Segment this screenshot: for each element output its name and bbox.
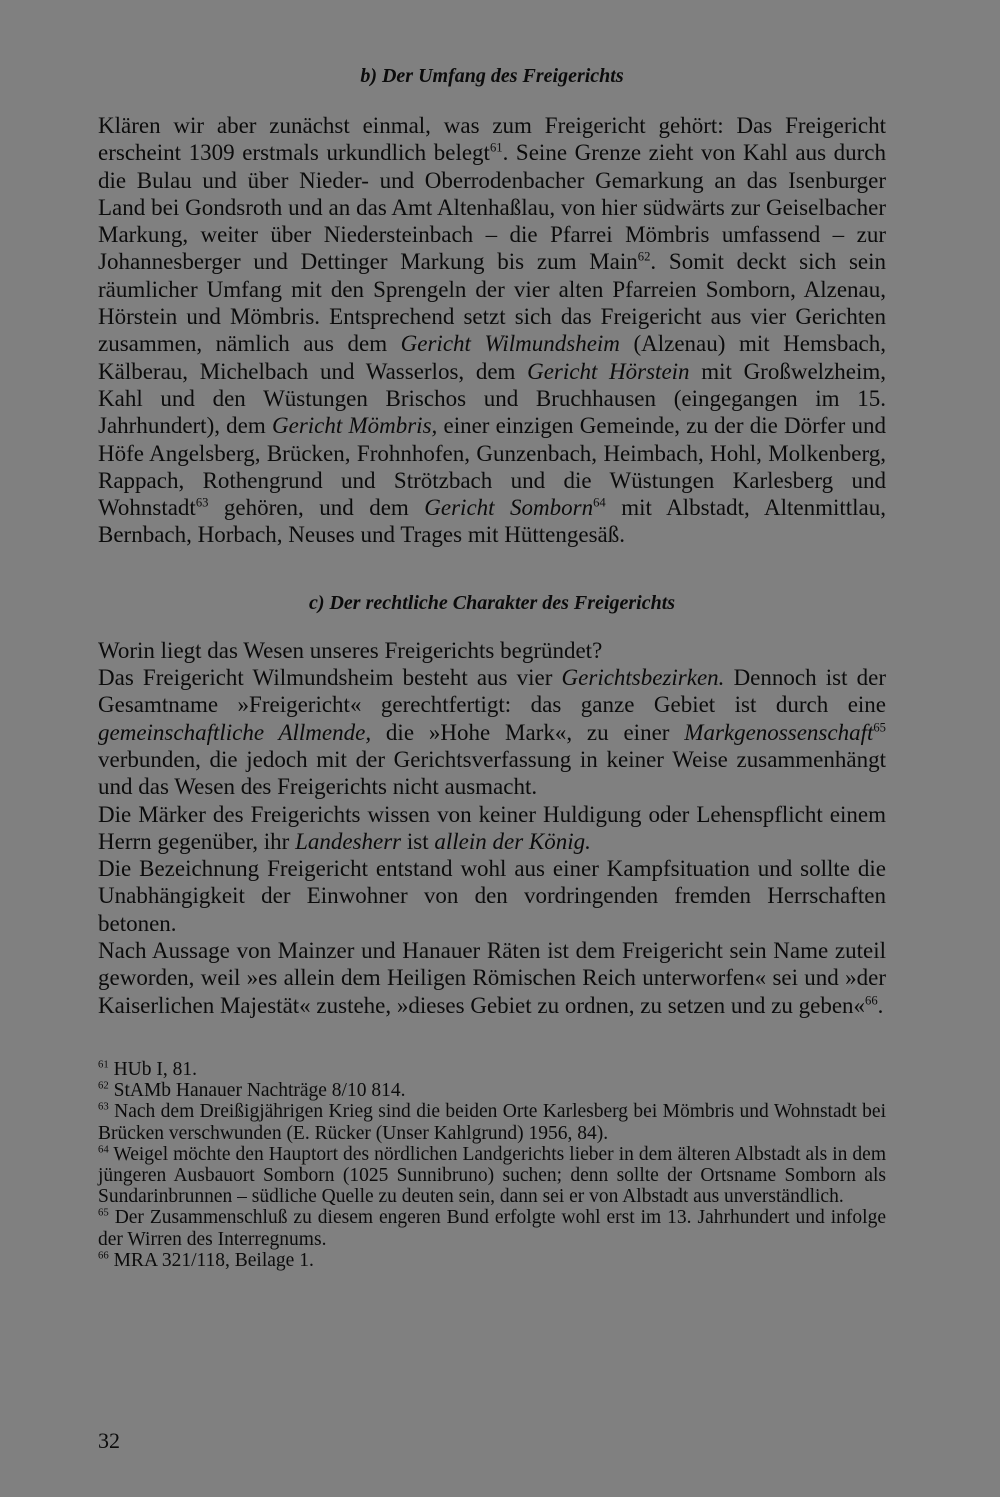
footnote-ref-62: 62 xyxy=(637,249,651,264)
footnote-text: Weigel möchte den Hauptort des nördlichen Landgerichts lieber in dem älteren Albstadt als in dem jüngeren Ausbauort Somborn (1025 Sunnibruno) suchen; denn sollte der Ortsname Somborn als Sundarinbrunnen – südliche Quelle zu deuten sein, dann sei er von Albstadt aus unverständlich. xyxy=(98,1143,886,1208)
footnote-ref-61: 61 xyxy=(489,140,503,155)
section-heading-c: c) Der rechtliche Charakter des Freigerichts xyxy=(308,591,676,614)
footnote-number: 64 xyxy=(98,1143,109,1156)
footnotes xyxy=(98,1059,886,1271)
emphasis-gericht-moembris: Gericht Mömbris, xyxy=(272,413,438,439)
footnote-text: Nach dem Dreißigjährigen Krieg sind die beiden Orte Karlesberg bei Mömbris und Wohnstadt bei Brücken verschwunden (E. Rücker (Unser Kahlgrund) 1956, 84). xyxy=(98,1101,886,1144)
emphasis-koenig: allein der König. xyxy=(434,828,591,854)
emphasis-gerichtsbezirken: Gerichtsbezirken. xyxy=(561,665,725,691)
paragraph-umfang xyxy=(98,112,886,549)
text-run: ist xyxy=(401,828,435,854)
text-run: verbunden, die jedoch mit der Gerichtsverfassung in keiner Weise zusammenhängt und das Wesen des Freigerichts nicht ausmacht. xyxy=(98,746,886,800)
footnote-number: 61 xyxy=(98,1058,109,1071)
footnote-62 xyxy=(98,1080,886,1101)
text-run: Dennoch ist der Gesamtname »Freigericht« gerechtfertigt: das ganze Gebiet ist durch eine xyxy=(98,665,886,718)
emphasis-allmende: gemeinschaftliche Allmende, xyxy=(98,719,372,745)
emphasis-gericht-wilmundsheim: Gericht Wilmundsheim xyxy=(400,331,620,357)
text-run: . Seine Grenze zieht von Kahl aus durch die Bulau und über Nieder- und Oberrodenbacher Gemarkung an das Isenburger Land bei Gondsroth und an das Amt Altenhaßlau, von hier südwärts zur Geiselbacher Markung, weiter über Niedersteinbach – die Pfarrei Mömbris umfassend – zur Johannesberger und Dettinger Markung bis zum Main xyxy=(98,140,886,275)
text-run: Das Freigericht Wilmundsheim besteht aus vier xyxy=(98,665,562,691)
footnote-ref-64: 64 xyxy=(593,495,606,510)
footnote-ref-66: 66 xyxy=(865,992,878,1007)
footnote-ref-65: 65 xyxy=(873,719,886,734)
text-run: mit Albstadt, Altenmittlau, Bernbach, Horbach, Neuses und Trages mit Hüttengesäß. xyxy=(98,495,886,548)
footnote-text: HUb I, 81. xyxy=(108,1058,198,1080)
footnote-number: 63 xyxy=(98,1100,109,1113)
text-run: Die Märker des Freigerichts wissen von keiner Huldigung oder Lehenspflicht einem Herrn gegenüber, ihr xyxy=(98,801,886,854)
emphasis-gericht-somborn: Gericht Somborn xyxy=(424,495,594,521)
section-heading-b: b) Der Umfang des Freigerichts xyxy=(360,65,624,87)
footnote-63 xyxy=(98,1101,886,1143)
footnote-number: 66 xyxy=(98,1249,109,1262)
text-run: . Somit deckt sich sein räumlicher Umfang mit den Sprengeln der vier alten Pfarreien Somborn, Alzenau, Hörstein und Mömbris. Entsprechend setzt sich das Freigericht aus vier Gerichten zusammen, nämlich aus dem xyxy=(98,249,886,357)
footnote-66 xyxy=(98,1250,886,1271)
footnote-text: MRA 321/118, Beilage 1. xyxy=(108,1249,314,1271)
paragraph-aussage xyxy=(98,937,886,1019)
footnote-number: 62 xyxy=(98,1079,109,1092)
book-page xyxy=(98,62,886,1271)
text-run: Klären wir aber zunächst einmal, was zum Freigericht gehört: Das Freigericht erscheint 1309 erstmals urkundlich belegt xyxy=(98,113,886,166)
paragraph-bezeichnung: Die Bezeichnung Freigericht entstand wohl aus einer Kampfsituation und sollte die Unabhängigkeit der Einwohner von den vordringenden fremden Herrschaften betonen. xyxy=(98,856,886,936)
text-run: einer einzigen Gemeinde, zu der die Dörfer und Höfe Angelsberg, Brücken, Frohnhofen, Gunzenbach, Heimbach, Hohl, Molkenberg, Rappach, Rothengrund und Strötzbach und die Wüstungen Karlesberg und Wohnstadt xyxy=(98,413,887,521)
text-run: gehören, und dem xyxy=(208,495,425,521)
footnote-65 xyxy=(98,1207,886,1249)
paragraph-maerker xyxy=(98,801,886,856)
text-run: (Alzenau) mit Hemsbach, Kälberau, Michelbach und Wasserlos, dem xyxy=(98,331,886,384)
text-run: mit Großwelzheim, Kahl und den Wüstungen Brischos und Bruchhausen (eingegangen im 15. Jahrhundert), dem xyxy=(98,358,886,439)
emphasis-landesherr: Landesherr xyxy=(295,828,402,854)
footnote-text: Der Zusammenschluß zu diesem engeren Bund erfolgte wohl erst im 13. Jahrhundert und infolge der Wirren des Interregnums. xyxy=(98,1207,886,1250)
paragraph-question: Worin liegt das Wesen unseres Freigerichts begründet? xyxy=(98,637,603,663)
footnote-61 xyxy=(98,1059,886,1080)
paragraph-gerichtsbezirke xyxy=(98,664,886,800)
footnote-64 xyxy=(98,1144,886,1208)
text-run: . xyxy=(877,992,884,1018)
page-number: 32 xyxy=(98,1428,120,1453)
footnote-text: StAMb Hanauer Nachträge 8/10 814. xyxy=(108,1080,406,1102)
text-run: die »Hohe Mark«, zu einer xyxy=(371,719,685,745)
footnote-ref-63: 63 xyxy=(195,495,209,510)
emphasis-markgenossenschaft: Markgenossenschaft xyxy=(684,719,874,745)
footnote-number: 65 xyxy=(98,1206,109,1219)
emphasis-gericht-hoerstein: Gericht Hörstein xyxy=(527,358,690,384)
text-run: Nach Aussage von Mainzer und Hanauer Räten ist dem Freigericht sein Name zuteil geworden, weil »es allein dem Heiligen Römischen Reich unterworfen« sei und »der Kaiserlichen Majestät« zustehe, »dieses Gebiet zu ordnen, zu setzen und zu geben« xyxy=(98,938,886,1018)
